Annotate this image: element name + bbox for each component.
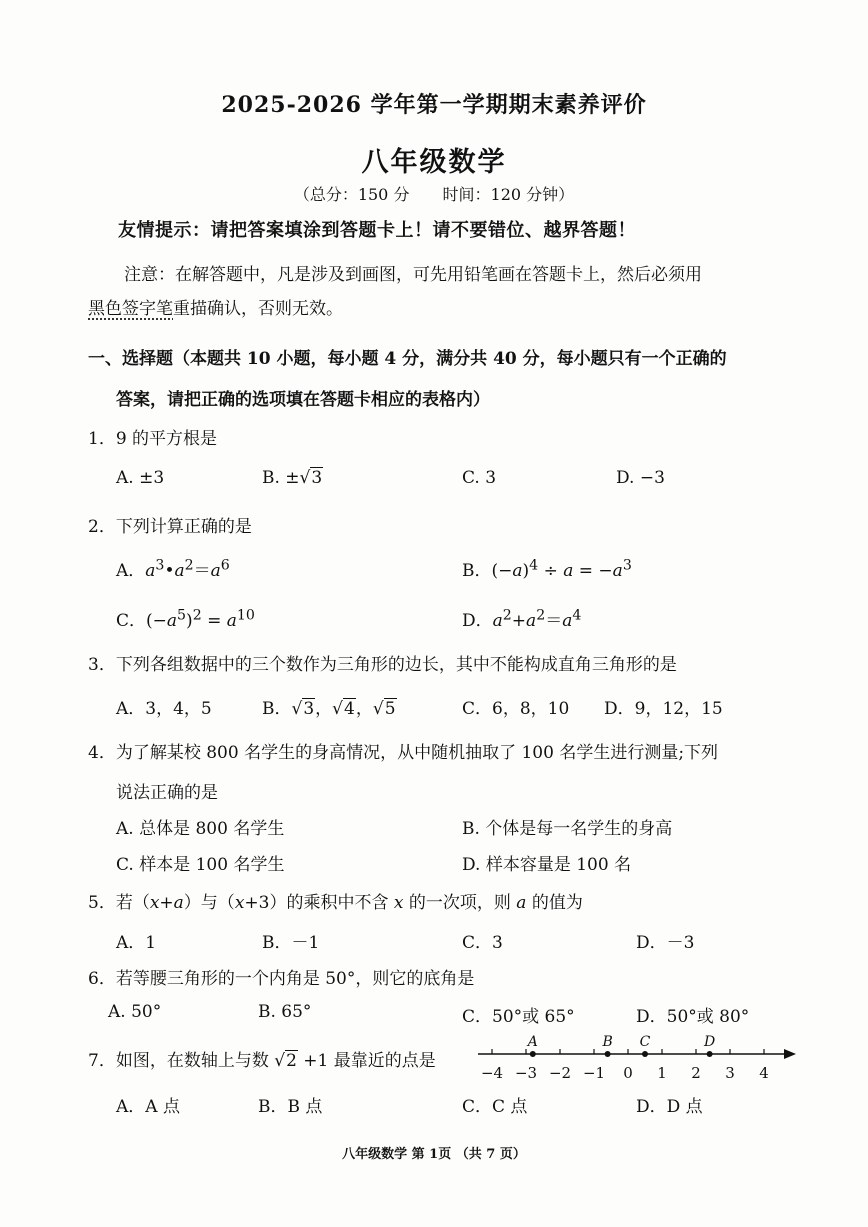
q7-stem-post: +1 最靠近的点是 [297, 1051, 436, 1071]
number-line-tick-label: −3 [514, 1064, 538, 1082]
q3-stem: 3．下列各组数据中的三个数作为三角形的边长，其中不能构成直角三角形的是 [88, 655, 677, 675]
number-line-tick-label: −2 [548, 1064, 572, 1082]
notice-line-2 [88, 292, 788, 326]
exam-meta [0, 182, 868, 205]
q2-option-c: C．$(-a^5)^2 = a^{10}$ [116, 607, 255, 631]
q5-option-b: B．－1 [262, 933, 320, 953]
number-line-tick-label: 2 [691, 1064, 701, 1082]
number-line-point-label: C [639, 1034, 651, 1050]
q3-option-d: D．9，12，15 [604, 699, 723, 719]
q3-option-b-rad-3: 5 [384, 699, 396, 719]
q5-option-d: D．－3 [636, 933, 695, 953]
q7-option-d: D．D 点 [636, 1097, 703, 1117]
q2-option-a: A．$a^3•a^2=a^6$ [116, 557, 230, 581]
q6-option-b: B. 65° [258, 1002, 312, 1022]
q2-option-d: D．$a^2+a^2=a^4$ [462, 607, 582, 631]
q1-option-a: A. ±3 [116, 468, 165, 488]
q6-stem: 6．若等腰三角形的一个内角是 50°，则它的底角是 [88, 969, 475, 989]
subject-title: 八年级数学 [361, 147, 507, 178]
q1-option-c: C. 3 [462, 468, 497, 488]
q3-option-b-label: B． [262, 699, 292, 719]
page-footer: 八年级数学 第 1页 （共 7 页） [342, 1147, 526, 1162]
q2-option-b: B．$(-a)^4 \div a = -a^3$ [462, 557, 632, 581]
q3-option-b: B．√3，√4，√5 [262, 699, 396, 719]
q5-option-c: C．3 [462, 933, 503, 953]
q4-stem: 4．为了解某校 800 名学生的身高情况，从中随机抽取了 100 名学生进行测量;下列 [88, 743, 719, 763]
section-1-heading: 一、选择题（本题共 10 小题，每小题 4 分，满分共 40 分，每小题只有一个正确的 [88, 349, 727, 369]
q7-stem-pre: 7．如图，在数轴上与数 [88, 1051, 275, 1071]
q6-option-d: D．50°或 80° [636, 1007, 750, 1027]
number-line-tick-label: 4 [759, 1064, 769, 1082]
q7-option-b: B．B 点 [258, 1097, 323, 1117]
q3-option-b-rad-1: 3 [303, 699, 315, 719]
number-line-tick-label: −4 [480, 1064, 504, 1082]
q4-stem-cont: 说法正确的是 [116, 783, 218, 803]
q7-stem: 7．如图，在数轴上与数 √2 +1 最靠近的点是 [88, 1051, 436, 1071]
q5-option-a: A．1 [116, 933, 157, 953]
number-line-tick-label: 1 [657, 1064, 667, 1082]
q3-option-a: A．3，4，5 [116, 699, 212, 719]
notice-emphasis: 黑色签字笔 [88, 299, 173, 319]
q3-option-b-rad-2: 4 [344, 699, 355, 719]
q5-stem: 5．若（x+a）与（x+3）的乘积中不含 x 的一次项，则 a 的值为 [88, 893, 583, 913]
q7-option-c: C．C 点 [462, 1097, 528, 1117]
exam-time: 时间：120 分钟） [442, 185, 575, 204]
notice [88, 258, 788, 326]
q4-option-b: B. 个体是每一名学生的身高 [462, 819, 673, 839]
number-line-point-c [642, 1051, 648, 1057]
number-line-point-label: D [703, 1034, 716, 1050]
number-line-point-label: B [602, 1034, 613, 1050]
friendly-hint: 友情提示：请把答案填涂到答题卡上！请不要错位、越界答题！ [118, 220, 636, 241]
q1-option-b-prefix: B. ± [262, 468, 300, 488]
notice-line-1: 注意：在解答题中，凡是涉及到画图，可先用铅笔画在答题卡上，然后必须用 [124, 265, 702, 285]
q7-option-a: A．A 点 [116, 1097, 180, 1117]
q1-stem: 1．9 的平方根是 [88, 429, 218, 449]
number-line [470, 1030, 810, 1086]
number-line-tick-label: 3 [725, 1064, 735, 1082]
q3-option-c: C．6，8，10 [462, 699, 570, 719]
number-line-point-label: A [527, 1034, 538, 1050]
q4-option-c: C. 样本是 100 名学生 [116, 855, 285, 875]
exam-title: 2025-2026 学年第一学期期末素养评价 [221, 92, 647, 118]
q4-option-d: D. 样本容量是 100 名 [462, 855, 632, 875]
q1-option-d: D. −3 [616, 468, 665, 488]
q6-option-a: A. 50° [108, 1002, 162, 1022]
number-line-point-b [605, 1051, 611, 1057]
q1-option-b: B. ±√3 [262, 468, 323, 488]
number-line-arrow [784, 1049, 796, 1059]
q4-option-a: A. 总体是 800 名学生 [116, 819, 285, 839]
section-1-heading-cont: 答案，请把正确的选项填在答题卡相应的表格内） [116, 390, 490, 410]
q6-option-c: C．50°或 65° [462, 1007, 575, 1027]
number-line-tick-label: −1 [582, 1064, 606, 1082]
total-score: （总分：150 分 [293, 185, 410, 204]
number-line-point-d [707, 1051, 713, 1057]
number-line-point-a [530, 1051, 536, 1057]
q2-stem: 2．下列计算正确的是 [88, 517, 252, 537]
q7-stem-radicand: 2 [286, 1051, 297, 1071]
notice-rest: 重描确认，否则无效。 [173, 299, 343, 319]
q1-option-b-radicand: 3 [311, 468, 323, 488]
number-line-tick-label: 0 [623, 1064, 633, 1082]
